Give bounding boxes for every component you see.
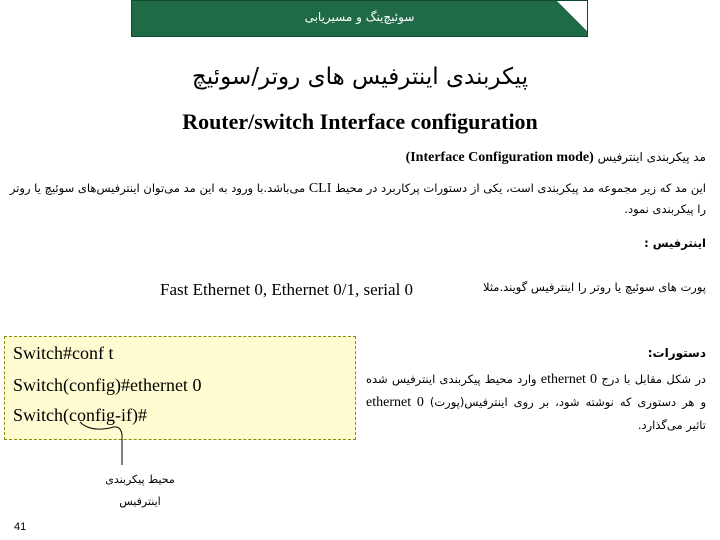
commands-part-3: تاثیر می‌گذارد.: [637, 418, 706, 432]
intro-paragraph: [6, 178, 706, 220]
slide-title-english: Router/switch Interface configuration: [182, 109, 538, 134]
code-line-config-if: Switch(config-if)#: [13, 405, 147, 425]
commands-part-1: در شکل مقابل با درج: [601, 372, 707, 386]
code-line-ethernet: Switch(config)#ethernet 0: [13, 375, 202, 395]
interface-definition: پورت های سوئیچ یا روتر را اینترفیس گویند.مثلا: [482, 280, 706, 294]
mode-label-persian: مد پیکربندی اینترفیس: [597, 150, 706, 164]
header-banner: [131, 0, 588, 37]
slide-title-persian: پیکربندی اینترفیس های روتر/سوئیچ: [191, 64, 529, 90]
interface-examples: Fast Ethernet 0, Ethernet 0/1, serial 0: [160, 280, 414, 299]
intro-part-2: می‌باشد.با ورود به این مد می‌توان اینترفیس‌های سوئیچ یا روتر را پیکربندی نمود.: [9, 181, 706, 216]
callout-line-2: اینترفیس: [119, 495, 161, 508]
commands-en-1: ethernet 0: [540, 372, 598, 387]
slide-number: 41: [14, 521, 27, 533]
commands-en-2: ethernet 0: [366, 395, 424, 410]
commands-paragraph: [366, 368, 706, 436]
commands-heading: دستورات:: [647, 346, 706, 360]
intro-part-1: این مد که زیر مجموعه مد پیکربندی است، یکی از دستورات پرکاربرد در محیط: [335, 181, 706, 195]
banner-text: سوئیچ‌ینگ و مسیریابی: [304, 10, 415, 24]
intro-cli: CLI: [308, 181, 332, 196]
code-line-conf-t: Switch#conf t: [13, 343, 114, 363]
interface-heading: اینترفیس :: [644, 236, 706, 250]
mode-label-english: (Interface Configuration mode): [405, 150, 594, 165]
commands-part-2: وارد محیط پیکربندی اینترفیس شده و هر دستوری که نوشته شود، بر روی اینترفیس(پورت): [366, 372, 706, 409]
callout-line-1: محیط پیکربندی: [105, 473, 175, 486]
mode-line: [406, 150, 706, 166]
callout-label: [70, 469, 210, 513]
